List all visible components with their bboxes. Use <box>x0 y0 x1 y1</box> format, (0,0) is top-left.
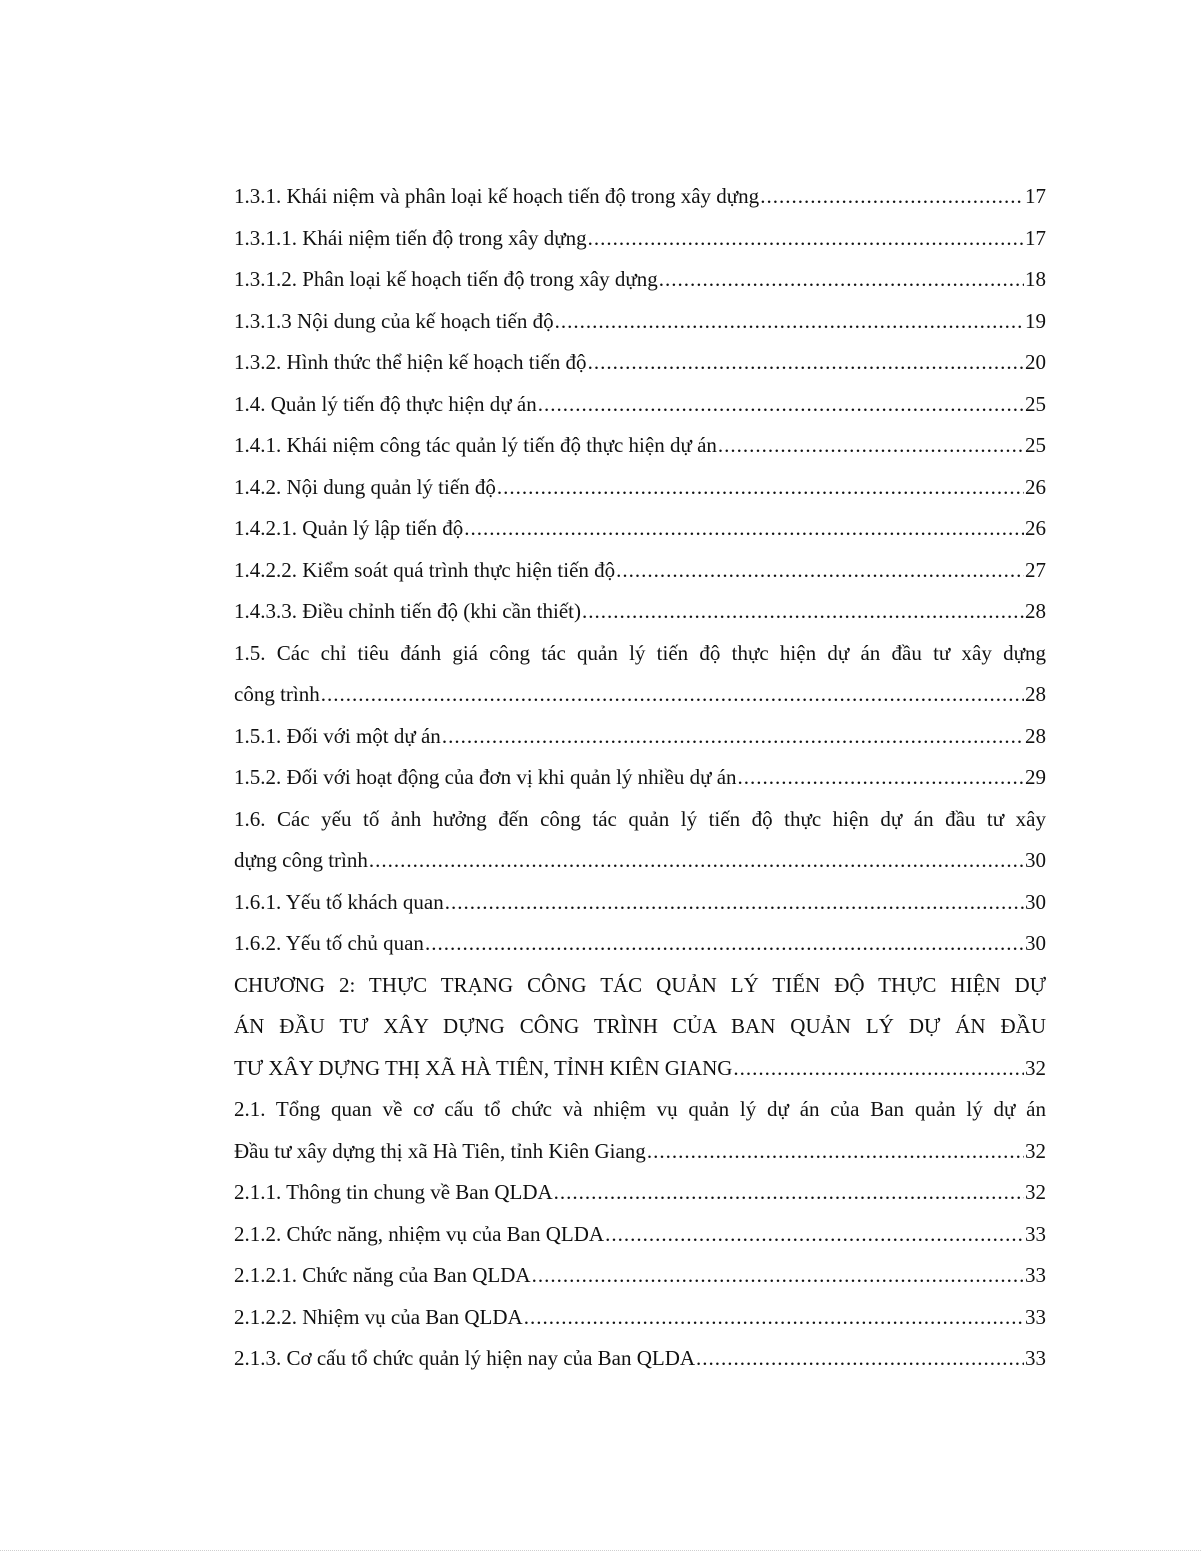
toc-entry-title-cont: dựng công trình <box>234 848 368 872</box>
toc-entry-page: 33 <box>1025 1263 1046 1287</box>
dot-leader <box>733 1048 1024 1090</box>
dot-leader <box>588 218 1024 260</box>
toc-chapter-title-cont: TƯ XÂY DỰNG THỊ XÃ HÀ TIÊN, TỈNH KIÊN GIANG <box>234 1055 733 1080</box>
dot-leader <box>524 1297 1024 1339</box>
toc-entry <box>234 342 1046 384</box>
toc-entry-title: 1.5. Các chỉ tiêu đánh giá công tác quản lý tiến độ thực hiện dự án đầu tư xây dựng <box>234 640 1046 665</box>
toc-entry <box>234 757 1046 799</box>
toc-entry-title-cont: công trình <box>234 682 320 706</box>
toc-entry-title: 1.3.1. Khái niệm và phân loại kế hoạch tiến độ trong xây dựng <box>234 184 760 208</box>
dot-leader <box>555 301 1024 343</box>
toc-entry-1-6-line2 <box>234 840 1046 882</box>
toc-entry <box>234 716 1046 758</box>
toc-entry-title-cont: Đầu tư xây dựng thị xã Hà Tiên, tỉnh Kiên Giang <box>234 1138 646 1163</box>
toc-chapter-2-line2 <box>234 1006 1046 1048</box>
dot-leader <box>464 508 1024 550</box>
toc-entry-1-5-line1 <box>234 633 1046 675</box>
toc-entry <box>234 1297 1046 1339</box>
toc-entry-title: 2.1.3. Cơ cấu tổ chức quản lý hiện nay của Ban QLDA <box>234 1346 696 1370</box>
toc-entry <box>234 384 1046 426</box>
toc-entry <box>234 923 1046 965</box>
table-of-contents <box>234 176 1046 1380</box>
toc-entry <box>234 176 1046 218</box>
toc-chapter-2-line3 <box>234 1048 1046 1090</box>
dot-leader <box>605 1214 1024 1256</box>
toc-entry-page: 32 <box>1025 1055 1046 1080</box>
toc-entry-title: 1.6.2. Yếu tố chủ quan <box>234 931 424 955</box>
toc-entry-title: 1.3.1.3 Nội dung của kế hoạch tiến độ <box>234 308 554 333</box>
toc-entry-title: 1.4.2.1. Quản lý lập tiến độ <box>234 516 464 540</box>
toc-entry <box>234 425 1046 467</box>
toc-entry-page: 25 <box>1025 391 1046 416</box>
dot-leader <box>659 259 1024 301</box>
toc-entry-page: 25 <box>1025 433 1046 457</box>
toc-entry <box>234 301 1046 343</box>
toc-entry-page: 33 <box>1025 1346 1046 1370</box>
toc-entry-title: 1.6.1. Yếu tố khách quan <box>234 889 444 914</box>
dot-leader <box>369 840 1024 882</box>
toc-entry-page: 17 <box>1025 184 1046 208</box>
toc-entry-title: 1.4.1. Khái niệm công tác quản lý tiến độ thực hiện dự án <box>234 433 717 457</box>
toc-entry <box>234 467 1046 509</box>
toc-entry-1-6-line1 <box>234 799 1046 841</box>
toc-entry-title: 1.4.3.3. Điều chỉnh tiến độ (khi cần thiết) <box>234 599 582 623</box>
toc-entry-2-1-line1 <box>234 1089 1046 1131</box>
toc-entry-title: 2.1.2.2. Nhiệm vụ của Ban QLDA <box>234 1304 523 1329</box>
toc-entry-page: 26 <box>1025 516 1046 540</box>
toc-entry-page: 28 <box>1025 682 1046 706</box>
toc-entry <box>234 591 1046 633</box>
dot-leader <box>497 467 1024 509</box>
toc-entry-title: 2.1.2.1. Chức năng của Ban QLDA <box>234 1263 531 1287</box>
dot-leader <box>718 425 1024 467</box>
dot-leader <box>582 591 1024 633</box>
toc-chapter-title-cont: ÁN ĐẦU TƯ XÂY DỰNG CÔNG TRÌNH CỦA BAN QUẢN LÝ DỰ ÁN ĐẦU <box>234 1014 1046 1038</box>
toc-entry-title: 1.3.1.1. Khái niệm tiến độ trong xây dựng <box>234 225 587 250</box>
toc-entry <box>234 1214 1046 1256</box>
toc-entry <box>234 218 1046 260</box>
dot-leader <box>532 1255 1024 1297</box>
toc-entry-1-5-line2 <box>234 674 1046 716</box>
toc-entry-title: 1.3.2. Hình thức thể hiện kế hoạch tiến độ <box>234 350 587 374</box>
dot-leader <box>738 757 1024 799</box>
dot-leader <box>588 342 1024 384</box>
dot-leader <box>442 716 1024 758</box>
toc-entry-page: 32 <box>1025 1180 1046 1204</box>
toc-entry-page: 20 <box>1025 350 1046 374</box>
toc-entry-title: 2.1. Tổng quan về cơ cấu tổ chức và nhiệm vụ quản lý dự án của Ban quản lý dự án <box>234 1097 1046 1121</box>
toc-entry-page: 32 <box>1025 1138 1046 1163</box>
toc-entry-page: 27 <box>1025 557 1046 582</box>
toc-entry-page: 17 <box>1025 225 1046 250</box>
toc-entry-title: 2.1.2. Chức năng, nhiệm vụ của Ban QLDA <box>234 1221 605 1246</box>
dot-leader <box>647 1131 1024 1173</box>
toc-entry-page: 33 <box>1025 1221 1046 1246</box>
dot-leader <box>616 550 1024 592</box>
toc-entry-title: 1.5.2. Đối với hoạt động của đơn vị khi quản lý nhiều dự án <box>234 765 737 789</box>
toc-chapter-title: CHƯƠNG 2: THỰC TRẠNG CÔNG TÁC QUẢN LÝ TIẾN ĐỘ THỰC HIỆN DỰ <box>234 972 1046 997</box>
dot-leader <box>321 674 1024 716</box>
dot-leader <box>445 882 1024 924</box>
toc-entry-2-1-line2 <box>234 1131 1046 1173</box>
dot-leader <box>425 923 1024 965</box>
toc-entry <box>234 1338 1046 1380</box>
dot-leader <box>554 1172 1024 1214</box>
toc-entry-page: 30 <box>1025 931 1046 955</box>
toc-entry-page: 28 <box>1025 723 1046 748</box>
toc-entry-page: 26 <box>1025 474 1046 499</box>
dot-leader <box>538 384 1024 426</box>
toc-entry <box>234 508 1046 550</box>
toc-entry <box>234 882 1046 924</box>
toc-entry <box>234 550 1046 592</box>
toc-entry <box>234 1255 1046 1297</box>
toc-entry-page: 30 <box>1025 889 1046 914</box>
dot-leader <box>696 1338 1024 1380</box>
toc-entry-page: 30 <box>1025 848 1046 872</box>
page-bottom-rule <box>0 1550 1201 1552</box>
toc-entry-title: 1.4. Quản lý tiến độ thực hiện dự án <box>234 391 537 416</box>
toc-entry-page: 28 <box>1025 599 1046 623</box>
toc-entry-page: 29 <box>1025 765 1046 789</box>
toc-entry-title: 1.5.1. Đối với một dự án <box>234 723 441 748</box>
toc-entry-page: 19 <box>1025 308 1046 333</box>
toc-entry-page: 18 <box>1025 267 1046 291</box>
toc-chapter-2-line1 <box>234 965 1046 1007</box>
toc-entry-page: 33 <box>1025 1304 1046 1329</box>
toc-entry <box>234 1172 1046 1214</box>
dot-leader <box>760 176 1024 218</box>
toc-entry-title: 1.4.2.2. Kiểm soát quá trình thực hiện tiến độ <box>234 557 616 582</box>
toc-entry-title: 1.6. Các yếu tố ảnh hưởng đến công tác quản lý tiến độ thực hiện dự án đầu tư xây <box>234 806 1046 831</box>
toc-entry-title: 1.4.2. Nội dung quản lý tiến độ <box>234 474 496 499</box>
toc-entry <box>234 259 1046 301</box>
toc-entry-title: 1.3.1.2. Phân loại kế hoạch tiến độ trong xây dựng <box>234 267 658 291</box>
toc-entry-title: 2.1.1. Thông tin chung về Ban QLDA <box>234 1180 553 1204</box>
